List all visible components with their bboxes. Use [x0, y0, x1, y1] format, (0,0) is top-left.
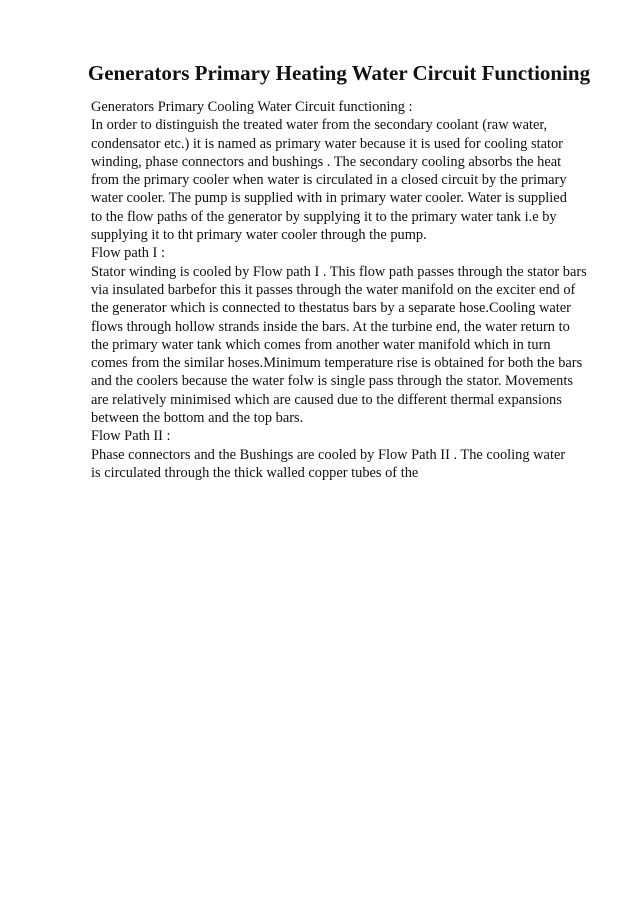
body-line: supplying it to tht primary water cooler through the pump.	[91, 227, 427, 244]
body-line: between the bottom and the top bars.	[91, 410, 304, 427]
body-line: to the flow paths of the generator by supplying it to the primary water tank i.e by	[91, 208, 557, 225]
body-line: comes from the similar hoses.Minimum temperature rise is obtained for both the bars	[91, 355, 583, 372]
body-line: Stator winding is cooled by Flow path I . This flow path passes through the stator bars	[91, 263, 587, 280]
document-body	[91, 98, 621, 482]
body-line-heading-flow-path-2: Flow Path II :	[91, 428, 171, 445]
body-line: from the primary cooler when water is circulated in a closed circuit by the primary	[91, 172, 567, 189]
body-line: and the coolers because the water folw is single pass through the stator. Movements	[91, 373, 573, 390]
body-line: flows through hollow strands inside the bars. At the turbine end, the water return to	[91, 318, 570, 335]
body-line: via insulated barbefor this it passes through the water manifold on the exciter end of	[91, 281, 576, 298]
body-line: In order to distinguish the treated water from the secondary coolant (raw water,	[91, 117, 548, 134]
document-title: Generators Primary Heating Water Circuit Functioning	[87, 61, 591, 85]
body-line-heading-flow-path-1: Flow path I :	[91, 245, 165, 262]
body-line-heading-cooling: Generators Primary Cooling Water Circuit functioning :	[91, 99, 413, 115]
body-line: the primary water tank which comes from another water manifold which in turn	[91, 336, 551, 353]
body-line: is circulated through the thick walled copper tubes of the	[91, 464, 419, 481]
body-line: winding, phase connectors and bushings . The secondary cooling absorbs the heat	[91, 153, 562, 170]
body-line: water cooler. The pump is supplied with in primary water cooler. Water is supplied	[91, 190, 567, 207]
body-line: Phase connectors and the Bushings are cooled by Flow Path II . The cooling water	[91, 446, 566, 463]
body-line: are relatively minimised which are caused due to the different thermal expansions	[91, 391, 562, 408]
body-line: the generator which is connected to thestatus bars by a separate hose.Cooling water	[91, 300, 571, 317]
body-line: condensator etc.) it is named as primary water because it is used for cooling stator	[91, 135, 563, 152]
